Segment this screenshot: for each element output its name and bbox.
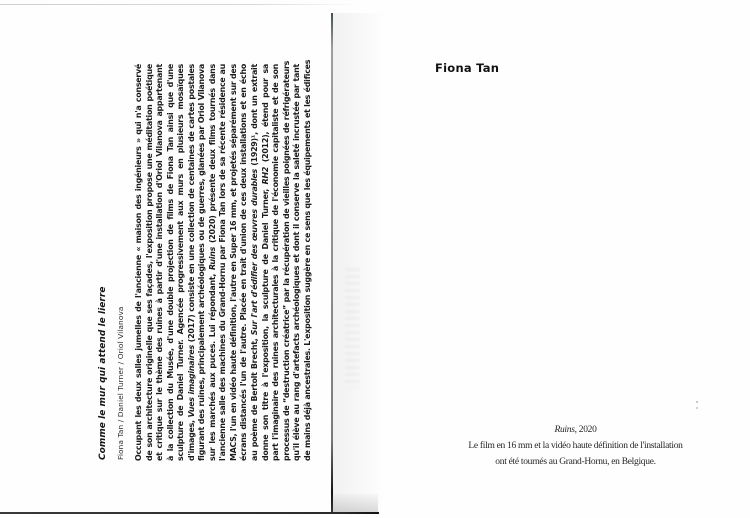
paragraph-line: et critique sur le thème des ruines à partir d'une installation d'Oriol Vilanova appartenant <box>155 64 165 461</box>
paragraph-line: sculpture de Daniel Turner. Agencée progressivement aux murs en plusieurs mosaïques <box>176 64 186 461</box>
artists-byline: Fiona Tan / Daniel Turner / Oriol Vilanova <box>116 306 125 460</box>
paragraph-line: au poème de Bertolt Brecht, Sur l'art d'édifier des œuvres durables (1929)¹, dont un extrait <box>250 63 260 461</box>
page-bottom-shadow <box>333 494 378 512</box>
exhibition-description-paragraph <box>134 59 313 461</box>
paragraph-line: écrans distancés l'un de l'autre. Placée en trait d'union de ces deux installations et en écho <box>239 64 249 461</box>
paragraph-line: figurant des ruines, principalement archéologiques ou de guerres, glanées par Oriol Vilanova <box>197 64 207 461</box>
paragraph-line: de mains déjà ancestrales. L'exposition suggère en ce sens que les équipements et les édifices <box>302 59 312 461</box>
scan-artifact-dots <box>696 401 698 403</box>
rotated-text-block <box>96 59 342 462</box>
paragraph-line: de son architecture originelle que ses façades, l'exposition propose une méditation poétique <box>144 64 154 461</box>
paragraph-line: qu'il élève au rang d'artefacts archéologiques et dont il conserve la saleté incrustée par tant <box>292 64 302 461</box>
paragraph-line: sur les marchés aux puces. Lui répondant, Ruins (2020) présente deux films tournés dans <box>207 64 217 461</box>
paragraph-line: Occupant les deux salles jumelles de l'ancienne « maison des ingénieurs » qui n'a conservé <box>134 64 143 461</box>
caption-title-year: Ruins, 2020 <box>554 425 597 435</box>
exhibition-title: Comme le mur qui attend le lierre <box>98 286 108 460</box>
page-bottom-edge-line <box>0 512 379 514</box>
page-top-edge-line <box>0 4 360 5</box>
paragraph-line: à la collection du Musée, d'une double projection de films de Fiona Tan ainsi que d'une <box>165 64 175 461</box>
paragraph-line: donne son titre à l'exposition, la sculpture de Daniel Turner, RH2 (2012), étend pour sa <box>260 63 270 461</box>
caption-line-3: ont été tournés au Grand-Hornu, en Belgique. <box>495 457 656 468</box>
ink-bleed-through <box>345 268 360 388</box>
page-edge-line <box>331 13 333 513</box>
paragraph-line: part l'imaginaire des ruines architecturales à la critique de l'économie capitaliste et de son <box>271 64 281 461</box>
paragraph-line: d'images, Vues imaginaires (2017) consiste en une collection de centaines de cartes postales <box>186 64 196 461</box>
artwork-caption <box>448 422 703 471</box>
paragraph-line: processus de “destruction créatrice” par la récupération de vieilles poignées de réfrigérateurs <box>281 60 291 461</box>
artist-name-heading: Fiona Tan <box>435 61 500 75</box>
paragraph-line: MACS, l'un en vidéo haute définition, l'autre en Super 16 mm, et projetés séparément sur des <box>228 64 238 461</box>
paragraph-line: l'ancienne salle des machines du Grand-Hornu par Fiona Tan lors de sa récente résidence au <box>218 64 228 461</box>
caption-line-2: Le film en 16 mm et la vidéo haute définition de l'installation <box>468 441 683 452</box>
page-gutter-shadow <box>333 13 385 513</box>
